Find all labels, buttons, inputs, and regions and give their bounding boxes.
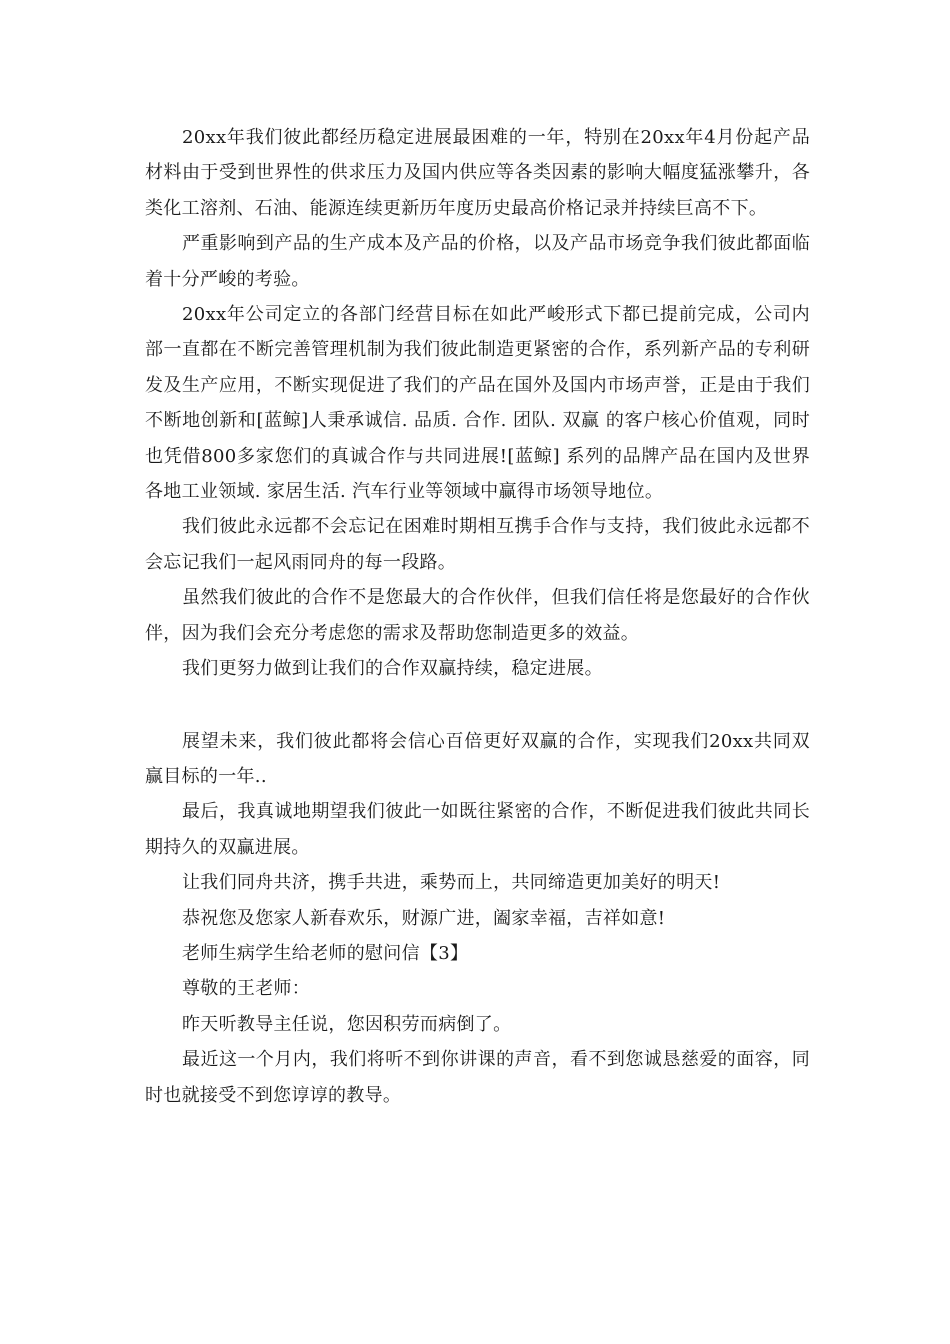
paragraph-outlook: 展望未来，我们彼此都将会信心百倍更好双赢的合作，实现我们20xx共同双赢目标的一年.. — [145, 730, 810, 787]
paragraph-heard-ill: 昨天听教导主任说，您因积劳而病倒了。 — [182, 1013, 512, 1035]
blank-line — [145, 687, 810, 724]
section-heading: 老师生病学生给老师的慰问信【3】 — [182, 942, 469, 964]
paragraph-cost-impact: 严重影响到产品的生产成本及产品的价格，以及产品市场竞争我们彼此都面临着十分严峻的考验。 — [145, 233, 810, 290]
paragraph-company-goals: 20xx年公司定立的各部门经营目标在如此严峻形式下都已提前完成，公司内部一直都在不断完善管理机制为我们彼此制造更紧密的合作，系列新产品的专利研发及生产应用，不断实现促进了我们的产品在国外及国内市场声誉，正是由于我们不断地创新和[蓝鲸]人秉承诚信. 品质. 合作. 团队. 双赢 的客户核心价值观，同时也凭借800多家您们的真诚合作与共同进展![蓝鲸] 系列的品牌产品在国内及世界各地工业领域. 家居生活. 汽车行业等领域中赢得市场领导地位。 — [145, 304, 810, 503]
paragraph-price-rise: 20xx年我们彼此都经历稳定进展最困难的一年，特别在20xx年4月份起产品材料由于受到世界性的供求压力及国内供应等各类因素的影响大幅度猛涨攀升，各类化工溶剂、石油、能源连续更新历年度历史最高价格记录并持续巨高不下。 — [145, 127, 810, 219]
paragraph-together: 让我们同舟共济，携手共进，乘势而上，共同缔造更加美好的明天! — [182, 872, 721, 894]
paragraph-win-win: 我们更努力做到让我们的合作双赢持续，稳定进展。 — [182, 658, 603, 680]
paragraph-best-partner: 虽然我们彼此的合作不是您最大的合作伙伴，但我们信任将是您最好的合作伙伴，因为我们会充分考虑您的需求及帮助您制造更多的效益。 — [145, 587, 810, 644]
document-page — [145, 120, 810, 1113]
paragraph-miss-teaching: 最近这一个月内，我们将听不到你讲课的声音，看不到您诚恳慈爱的面容，同时也就接受不到您谆谆的教导。 — [145, 1049, 810, 1106]
paragraph-new-year-wishes: 恭祝您及您家人新春欢乐，财源广进，阖家幸福，吉祥如意! — [182, 907, 666, 929]
paragraph-never-forget: 我们彼此永远都不会忘记在困难时期相互携手合作与支持，我们彼此永远都不会忘记我们一起风雨同舟的每一段路。 — [145, 516, 810, 573]
letter-salutation: 尊敬的王老师： — [182, 978, 311, 1000]
paragraph-finally: 最后，我真诚地期望我们彼此一如既往紧密的合作，不断促进我们彼此共同长期持久的双赢进展。 — [145, 801, 810, 858]
